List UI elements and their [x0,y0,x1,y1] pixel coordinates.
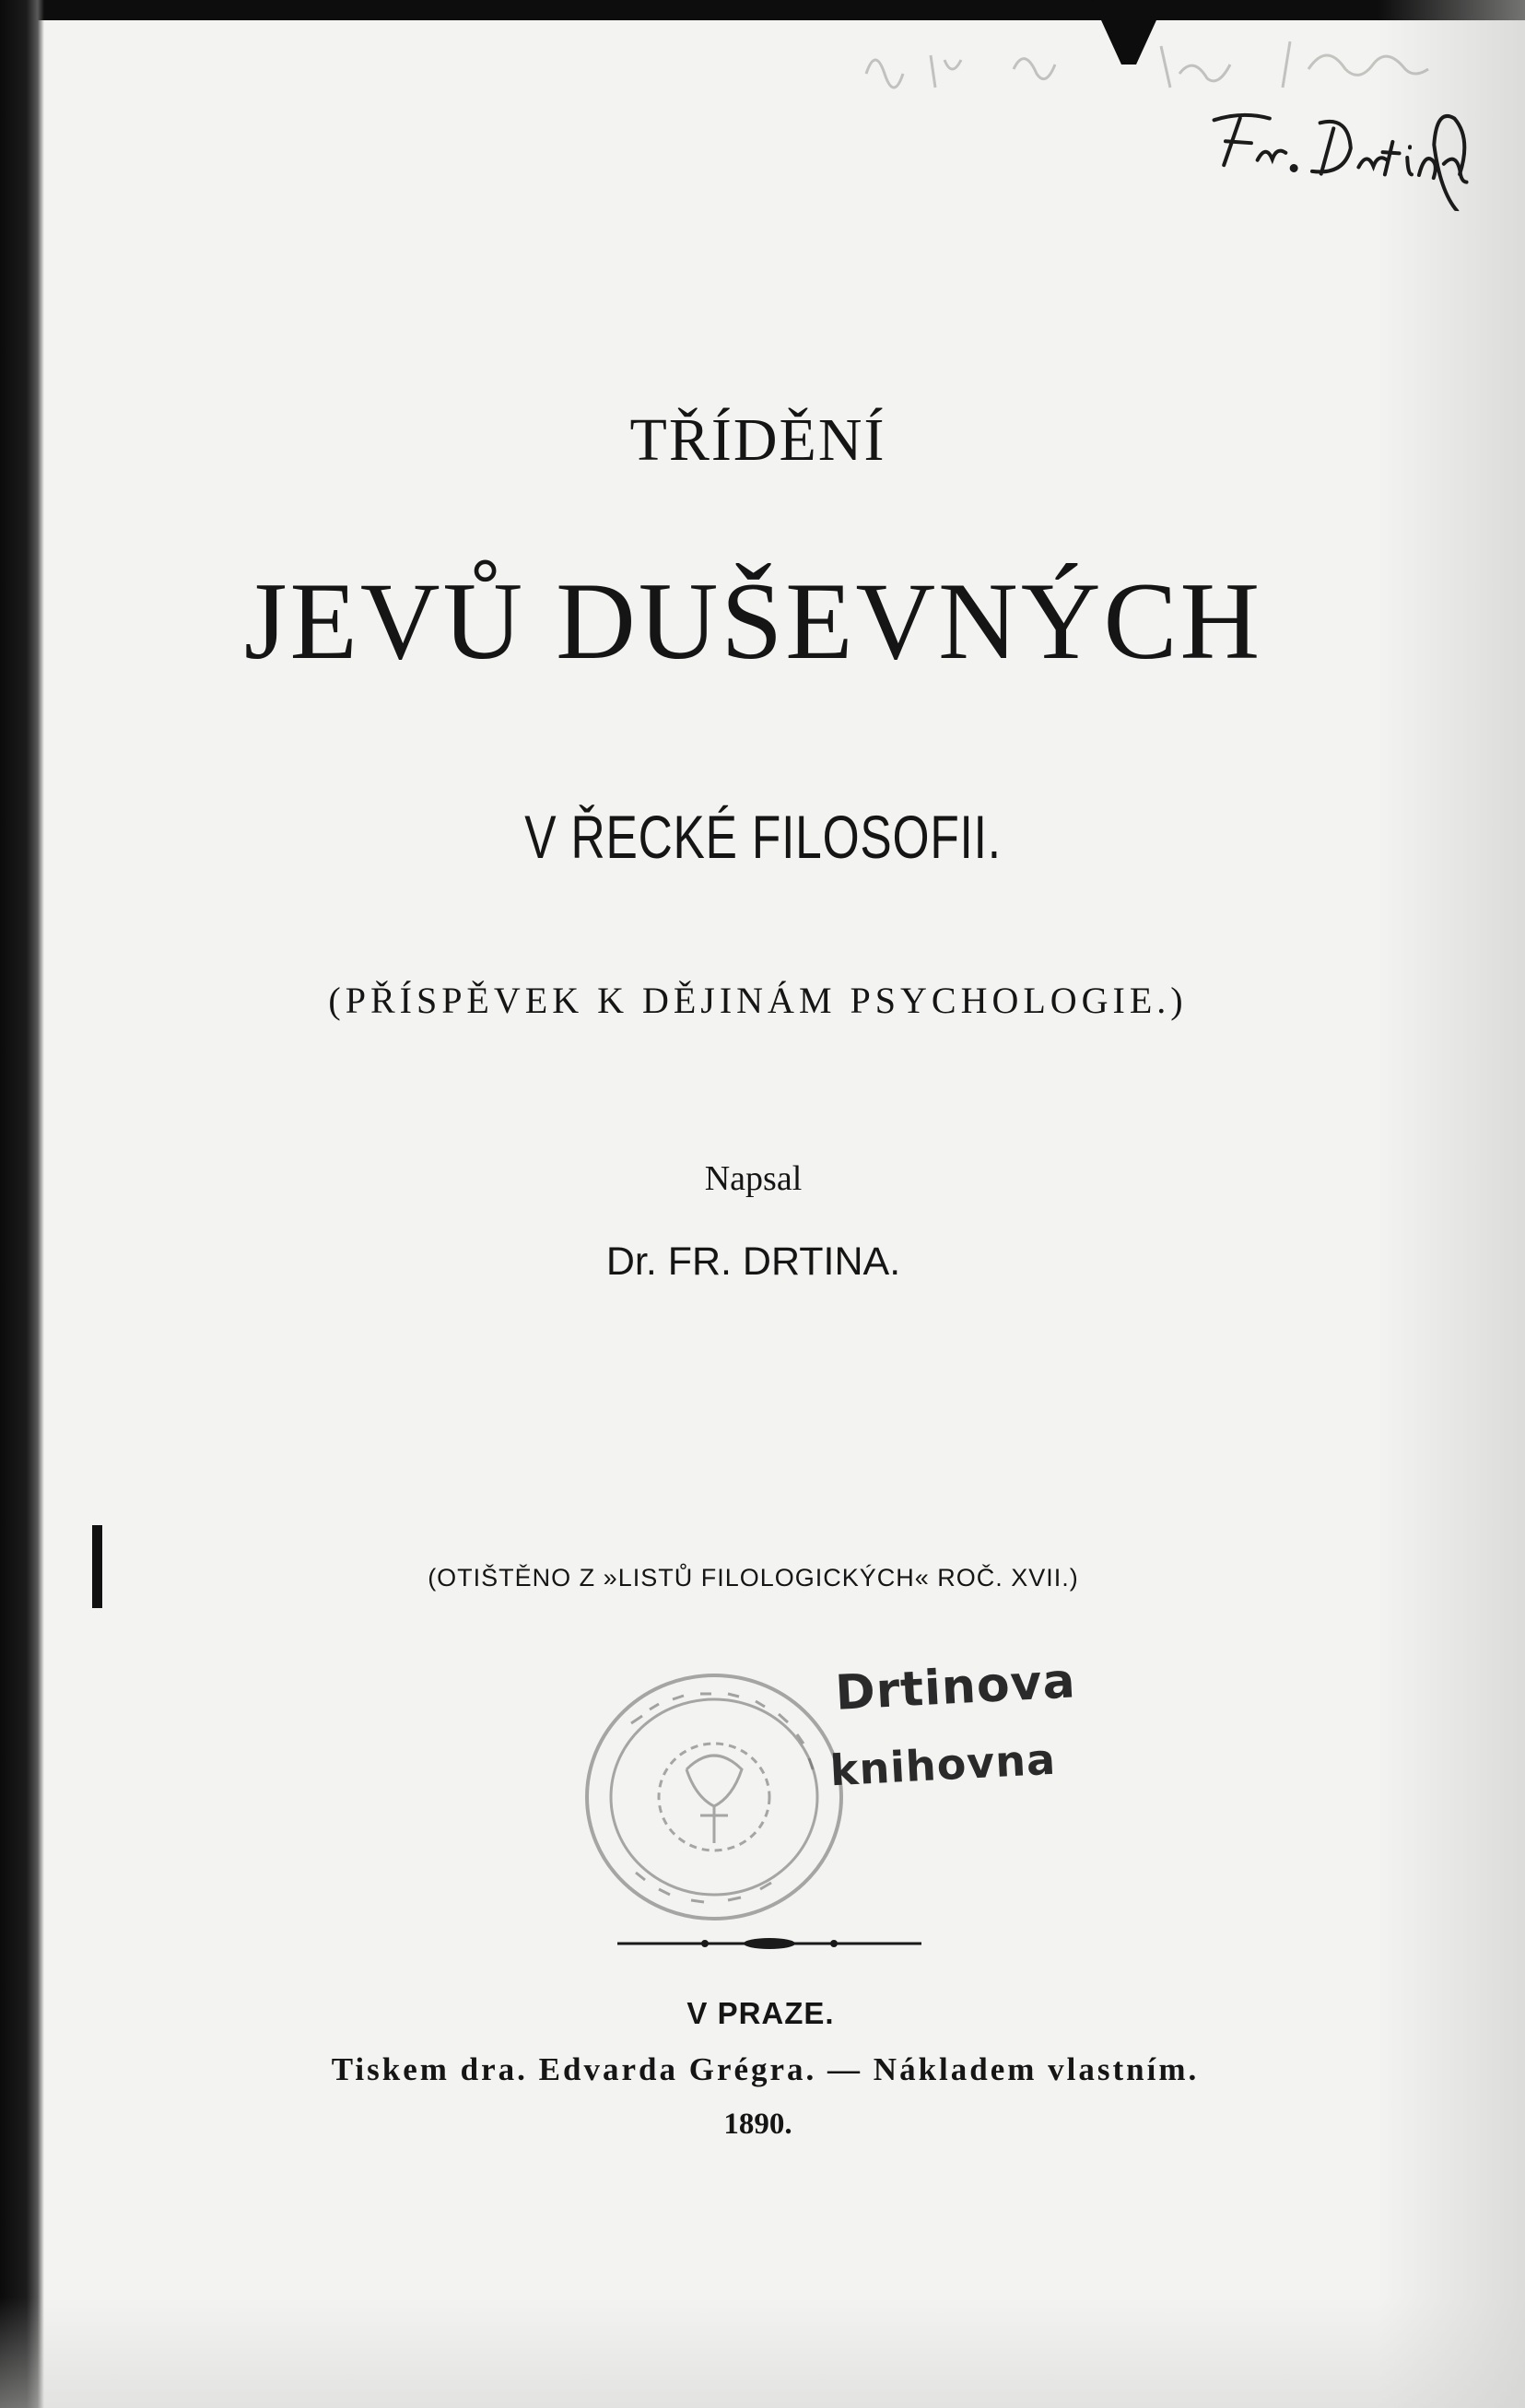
library-stamp [828,1653,1081,1796]
printer-line: Tiskem dra. Edvarda Grégra. — Nákladem vlastním. [331,2051,1200,2087]
library-stamp-line-1: Drtinova [834,1653,1078,1721]
title-line-1: TŘÍDĚNÍ [629,406,886,474]
round-stamp [562,1659,857,1935]
place-of-publication: V PRAZE. [686,1996,835,2030]
scan-edge-left [0,0,44,2408]
publication-year: 1890. [723,2108,792,2141]
reprint-note: (OTIŠTĚNO Z »LISTŮ FILOLOGICKÝCH« ROČ. XVII.) [428,1564,1079,1592]
signature-glyph [1200,92,1483,213]
subtitle: (PŘÍSPĚVEK K DĚJINÁM PSYCHOLOGIE.) [328,980,1188,1021]
page-shadow-bottom [0,2297,1525,2408]
scan-edge-top [0,0,1525,20]
page-shadow-right [1378,0,1525,2408]
byline: Napsal [704,1159,803,1198]
ornamental-rule [617,1934,921,1953]
library-stamp-line-2: knihovna [828,1733,1058,1796]
handwritten-signature [1199,92,1483,226]
author-name: Dr. FR. DRTINA. [605,1239,901,1284]
pencil-note-mark [857,18,1465,101]
title-line-3: V ŘECKÉ FILOSOFII. [524,803,1002,871]
title-line-2: JEVŮ DUŠEVNÝCH [243,559,1263,682]
